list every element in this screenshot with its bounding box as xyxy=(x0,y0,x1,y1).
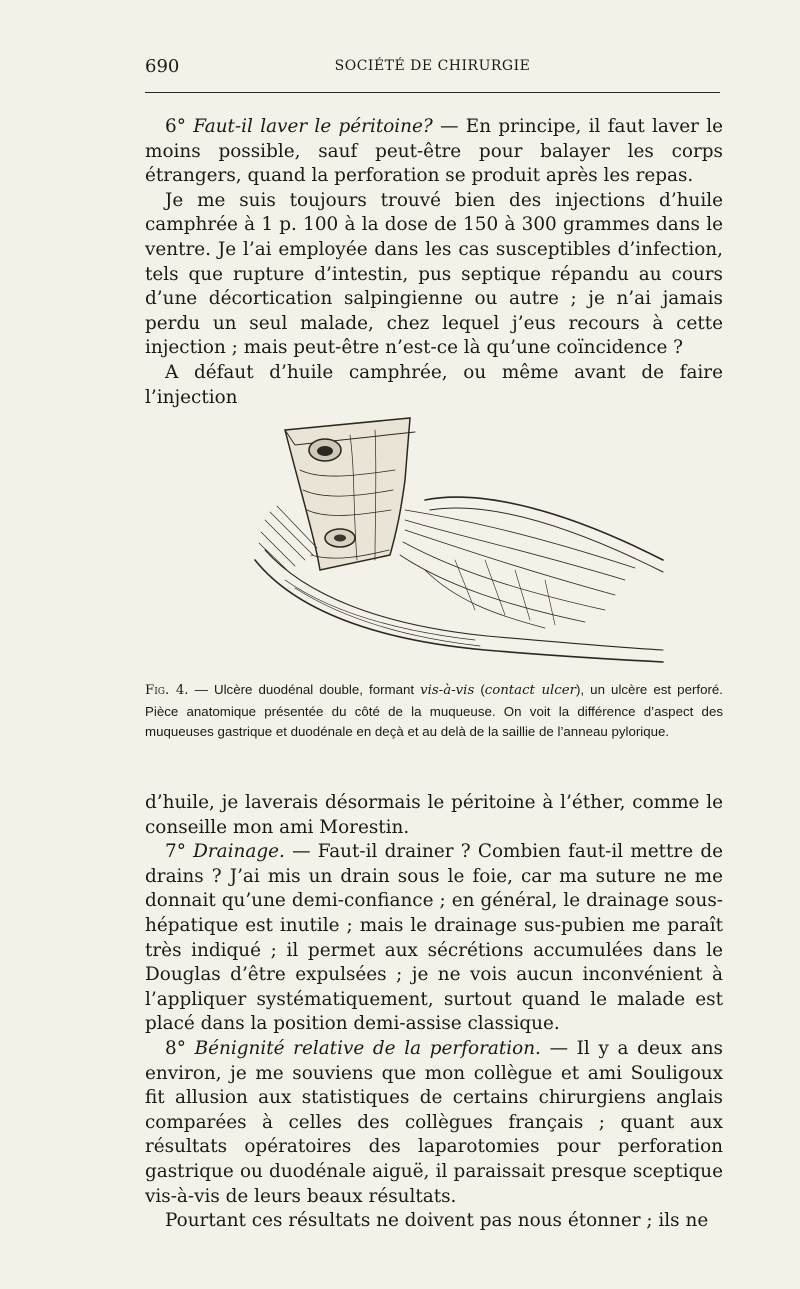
running-head xyxy=(145,56,720,80)
figure-label: Fig. 4. xyxy=(145,683,189,698)
text-block-bottom xyxy=(145,791,723,1234)
section-number: 7° xyxy=(165,841,194,863)
anatomical-illustration xyxy=(225,410,665,672)
section-heading: Faut-il laver le péritoine? xyxy=(193,116,433,137)
paragraph-drainage xyxy=(145,840,723,1037)
text-block-top xyxy=(145,115,723,410)
paragraph-benignite xyxy=(145,1037,723,1209)
paragraph-body: — Faut-il drainer ? Combien faut-il mettre de drains ? J’ai mis un drain sous le foie, car ma suture ne me donnait qu’une demi-confiance ; en général, le drainage sous-hépatique est inutile ; mais le drainage sus-pubien me paraît très indiqué ; il permet aux sécrétions accumulées dans le Douglas d’être expulsées ; je ne vois aucun inconvénient à l’appliquer systématiquement, surtout quand le malade est placé dans la position demi-assise classique. xyxy=(145,841,723,1035)
paragraph-ether: d’huile, je laverais désormais le péritoine à l’éther, comme le conseille mon ami Morestin. xyxy=(145,792,723,838)
section-number: 6° xyxy=(165,116,194,137)
section-number: 8° xyxy=(165,1037,195,1059)
paragraph-pourtant: Pourtant ces résultats ne doivent pas nous étonner ; ils ne xyxy=(165,1210,709,1232)
page-number: 690 xyxy=(145,56,180,77)
header-rule xyxy=(145,92,720,93)
figure-caption xyxy=(145,680,723,743)
paragraph-peritoine xyxy=(145,115,723,189)
paragraph-body: — Il y a deux ans environ, je me souviens que mon collègue et ami Souligoux fit allusion aux statistiques de certains chirurgiens anglais comparées à celles des collègues français ; quant aux résultats opératoires des laparotomies pour perforation gastrique ou duodénale aiguë, il paraissait presque sceptique vis-à-vis de leurs beaux résultats. xyxy=(145,1037,723,1207)
duodenal-ulcer-drawing xyxy=(225,410,665,672)
caption-italic: contact ulcer xyxy=(484,683,576,698)
journal-title: SOCIÉTÉ DE CHIRURGIE xyxy=(334,58,531,74)
paragraph-body: — En principe, il faut laver le moins possible, sauf peut-être pour balayer les corps étrangers, quand la perforation se produit après les repas. xyxy=(145,116,724,187)
caption-text: ( xyxy=(474,682,485,697)
caption-text: ), un ulcère est perforé. Pièce anatomique présentée du côté de la muqueuse. On voit la différence d’aspect des muqueuses gastrique et duodénale en deçà et au delà de la saillie de l’anneau pylorique. xyxy=(145,682,723,740)
section-heading: Bénignité relative de la perforation. xyxy=(194,1037,541,1059)
paragraph-a-defaut: A défaut d’huile camphrée, ou même avant de faire l’injection xyxy=(145,361,723,408)
caption-italic: vis-à-vis xyxy=(420,683,475,698)
caption-text: — Ulcère duodénal double, formant xyxy=(188,682,421,697)
paragraph-huile-camphree: Je me suis toujours trouvé bien des injections d’huile camphrée à 1 p. 100 à la dose de 150 à 300 grammes dans le ventre. Je l’ai employée dans les cas susceptibles d’infection, tels que rupture d’intestin, pus septique répandu au cours d’une décortication salpingienne ou autre ; je n’ai jamais perdu un seul malade, chez lequel j’eus recours à cette injection ; mais peut-être n’est-ce là qu’une coïncidence ? xyxy=(145,189,723,359)
section-heading: Drainage. xyxy=(193,841,285,863)
